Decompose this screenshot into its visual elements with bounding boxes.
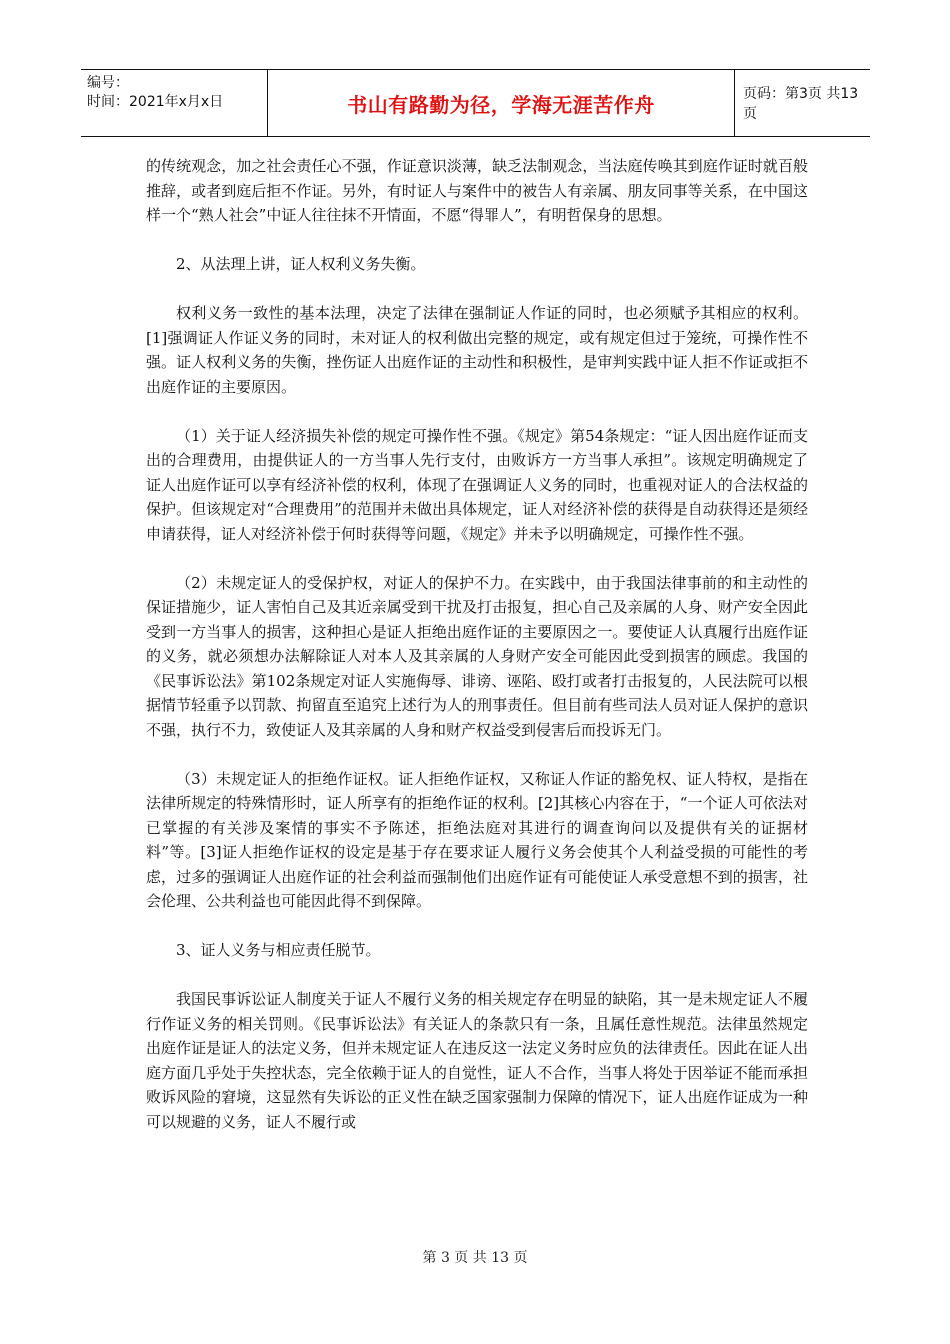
paragraph-item-1: （1）关于证人经济损失补偿的规定可操作性不强。《规定》第54条规定：“证人因出庭作证而支出的合理费用，由提供证人的一方当事人先行支付，由败诉方一方当事人承担”。该规定明确规定了证人出庭作证可以享有经济补偿的权利，体现了在强调证人义务的同时，也重视对证人的合法权益的保护。但该规定对“合理费用”的范围并未做出具体规定，证人对经济补偿的获得是自动获得还是须经申请获得，证人对经济补偿于何时获得等问题，《规定》并未予以明确规定，可操作性不强。 (146, 426, 808, 543)
document-body (146, 154, 808, 1159)
paragraph-continuation: 的传统观念，加之社会责任心不强，作证意识淡薄，缺乏法制观念，当法庭传唤其到庭作证时就百般推辞，或者到庭后拒不作证。另外，有时证人与案件中的被告人有亲属、朋友同事等关系，在中国这样一个“熟人社会”中证人往往抹不开情面，不愿“得罪人”，有明哲保身的思想。 (146, 157, 808, 224)
header-meta (81, 70, 268, 136)
paragraph-item-2: （2）未规定证人的受保护权，对证人的保护不力。在实践中，由于我国法律事前的和主动性的保证措施少，证人害怕自己及其近亲属受到干扰及打击报复，担心自己及亲属的人身、财产安全因此受到一方当事人的损害，这种担心是证人拒绝出庭作证的主要原因之一。要使证人认真履行出庭作证的义务，就必须想办法解除证人对本人及其亲属的人身财产安全可能因此受到损害的顾虑。我国的《民事诉讼法》第102条规定对证人实施侮辱、诽谤、诬陷、殴打或者打击报复的，人民法院可以根据情节轻重予以罚款、拘留直至追究上述行为人的刑事责任。但目前有些司法人员对证人保护的意识不强，执行不力，致使证人及其亲属的人身和财产权益受到侵害后而投诉无门。 (146, 573, 808, 739)
header-motto-cell (268, 70, 735, 136)
paragraph-item-3: （3）未规定证人的拒绝作证权。证人拒绝作证权，又称证人作证的豁免权、证人特权，是指在法律所规定的特殊情形时，证人所享有的拒绝作证的权利。[2]其核心内容在于，“一个证人可依法对已掌握的有关涉及案情的事实不予陈述，拒绝法庭对其进行的调查询问以及提供有关的证据材料”等。[3]证人拒绝作证权的设定是基于存在要求证人履行义务会使其个人利益受损的可能性的考虑，过多的强调证人出庭作证的社会利益而强制他们出庭作证有可能使证人承受意想不到的损害，社会伦理、公共利益也可能因此得不到保障。 (146, 769, 808, 910)
page-footer: 第 3 页 共 13 页 (422, 1250, 528, 1266)
header-motto: 书山有路勤为径，学海无涯苦作舟 (347, 92, 655, 117)
header-page-cell (735, 70, 870, 136)
document-number-label: 编号： (87, 75, 129, 91)
document-date-label: 时间：2021年x月x日 (87, 94, 224, 110)
section-heading-2: 2、从法理上讲，证人权利义务失衡。 (176, 255, 426, 273)
paragraph: 我国民事诉讼证人制度关于证人不履行义务的相关规定存在明显的缺陷，其一是未规定证人不履行作证义务的相关罚则。《民事诉讼法》有关证人的条款只有一条，且属任意性规范。法律虽然规定出庭作证是证人的法定义务，但并未规定证人在违反这一法定义务时应负的法律责任。因此在证人出庭方面几乎处于失控状态，完全依赖于证人的自觉性，证人不合作，当事人将处于因举证不能而承担败诉风险的窘境，这显然有失诉讼的正义性在缺乏国家强制力保障的情况下，证人出庭作证成为一种可以规避的义务，证人不履行或 (146, 990, 808, 1131)
paragraph: 权利义务一致性的基本法理，决定了法律在强制证人作证的同时，也必须赋予其相应的权利。[1]强调证人作证义务的同时，未对证人的权利做出完整的规定，或有规定但过于笼统，可操作性不强。证人权利义务的失衡，挫伤证人出庭作证的主动性和积极性，是审判实践中证人拒不作证或拒不出庭作证的主要原因。 (146, 304, 808, 396)
section-heading-3: 3、证人义务与相应责任脱节。 (176, 941, 381, 959)
page-header (81, 69, 870, 137)
header-page-number: 页码：第3页 共13页 (743, 86, 859, 122)
